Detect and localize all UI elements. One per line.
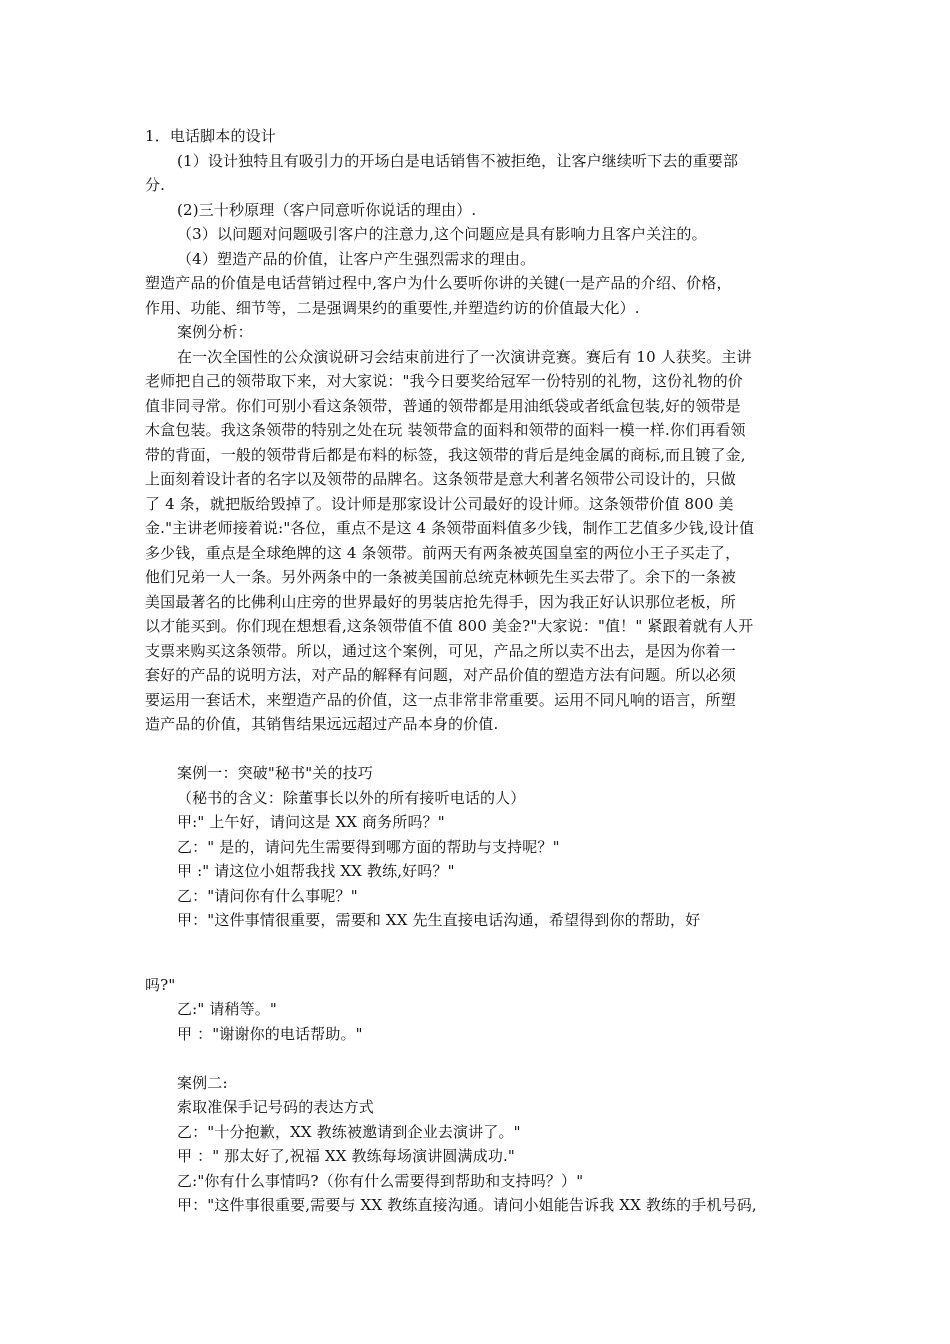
text-line: （3）以问题对问题吸引客户的注意力,这个问题应是具有影响力且客户关注的。 — [177, 225, 707, 243]
text-line: 了 4 条，就把版给毁掉了。设计师是那家设计公司最好的设计师。这条领带价值 800 美 — [145, 494, 734, 513]
text-line: 乙:"你有什么事情吗?（你有什么需要得到帮助和支持吗？）" — [177, 1171, 584, 1190]
text-line: 甲："这件事情很重要，需要和 XX 先生直接电话沟通，希望得到你的帮助，好 — [177, 911, 701, 929]
text-line: 要运用一套话术，来塑造产品的价值，这一点非常非常重要。运用不同凡响的语言，所塑 — [145, 690, 736, 709]
text-line: 1．电话脚本的设计 — [145, 127, 276, 145]
text-line: 甲 ："谢谢你的电话帮助。" — [177, 1024, 363, 1043]
text-line: 支票来购买这条领带。所以，通过这个案例，可见，产品之所以卖不出去，是因为你着一 — [145, 641, 736, 660]
text-line: 案例一：突破"秘书"关的技巧 — [177, 764, 373, 782]
text-line: （4）塑造产品的价值，让客户产生强烈需求的理由。 — [177, 249, 536, 268]
text-line: （秘书的含义：除董事长以外的所有接听电话的人） — [177, 788, 526, 807]
text-line: 以才能买到。你们现在想想看,这条领带值不值 800 美金?"大家说："值！" 紧跟着就有人开 — [145, 617, 754, 635]
text-line: 多少钱，重点是全球绝牌的这 4 条领带。前两天有两条被英国皇室的两位小王子买走了， — [145, 543, 741, 562]
text-line: 甲:" 上午好，请问这是 XX 商务所吗？" — [177, 813, 445, 831]
text-line: 分. — [145, 176, 166, 194]
text-line: 案例分析： — [177, 323, 253, 341]
text-line: 甲 ：" 那太好了,祝福 XX 教练每场演讲圆满成功." — [177, 1147, 515, 1165]
blank-line — [145, 933, 815, 973]
text-line: 作用、功能、细节等，二是强调果约的重要性,并塑造约访的价值最大化）. — [145, 298, 640, 317]
text-line: 木盒包装。我这条领带的特别之处在玩 装领带盒的面料和领带的面料一模一样.你们再看领 — [145, 421, 746, 439]
text-line: 乙："请问你有什么事呢？" — [177, 886, 358, 905]
text-line: 索取准保手记号码的表达方式 — [177, 1098, 374, 1116]
document-body — [145, 124, 815, 1218]
text-line: 塑造产品的价值是电话营销过程中,客户为什么要听你讲的关键(一是产品的介绍、价格， — [145, 274, 732, 292]
text-line: 金."主讲老师接着说:"各位，重点不是这 4 条领带面料值多少钱，制作工艺值多少钱,设计值 — [145, 519, 755, 537]
blank-line — [145, 737, 815, 762]
text-line: (2)三十秒原理（客户同意听你说话的理由）. — [177, 200, 477, 219]
text-line: 乙:" 请稍等。" — [177, 1000, 277, 1018]
text-line: 值非同寻常。你们可别小看这条领带，普通的领带都是用油纸袋或者纸盒包装,好的领带是 — [145, 396, 741, 415]
text-line: 乙：" 是的，请问先生需要得到哪方面的帮助与支持呢？" — [177, 837, 560, 856]
text-line: (1）设计独特且有吸引力的开场白是电话销售不被拒绝，让客户继续听下去的重要部 — [177, 151, 739, 170]
text-line: 上面刻着设计者的名字以及领带的品牌名。这条领带是意大利著名领带公司设计的，只做 — [145, 470, 736, 488]
blank-line — [145, 1046, 815, 1071]
text-line: 造产品的价值，其销售结果远远超过产品本身的价值. — [145, 715, 499, 733]
text-line: 甲："这件事很重要,需要与 XX 教练直接沟通。请问小姐能告诉我 XX 教练的手机号码, — [177, 1196, 757, 1214]
text-line: 他们兄弟一人一条。另外两条中的一条被美国前总统克林顿先生买去带了。余下的一条被 — [145, 568, 736, 586]
text-line: 在一次全国性的公众演说研习会结束前进行了一次演讲竞赛。赛后有 10 人获奖。主讲 — [177, 347, 752, 366]
text-line: 吗?" — [145, 975, 176, 994]
text-line: 老师把自己的领带取下来，对大家说："我今日要奖给冠军一份特别的礼物，这份礼物的价 — [145, 372, 743, 390]
text-line: 带的背面，一般的领带背后都是布料的标签，我这领带的背后是纯金属的商标,而且镀了金, — [145, 445, 746, 464]
text-line: 案例二: — [177, 1073, 228, 1092]
text-line: 乙："十分抱歉，XX 教练被邀请到企业去演讲了。" — [177, 1122, 521, 1141]
text-line: 美国最著名的比佛利山庄旁的世界最好的男装店抢先得手，因为我正好认识那位老板，所 — [145, 592, 736, 611]
text-line: 甲 :" 请这位小姐帮我找 XX 教练,好吗？" — [177, 862, 455, 880]
text-line: 套好的产品的说明方法，对产品的解释有问题，对产品价值的塑造方法有问题。所以必须 — [145, 666, 736, 684]
